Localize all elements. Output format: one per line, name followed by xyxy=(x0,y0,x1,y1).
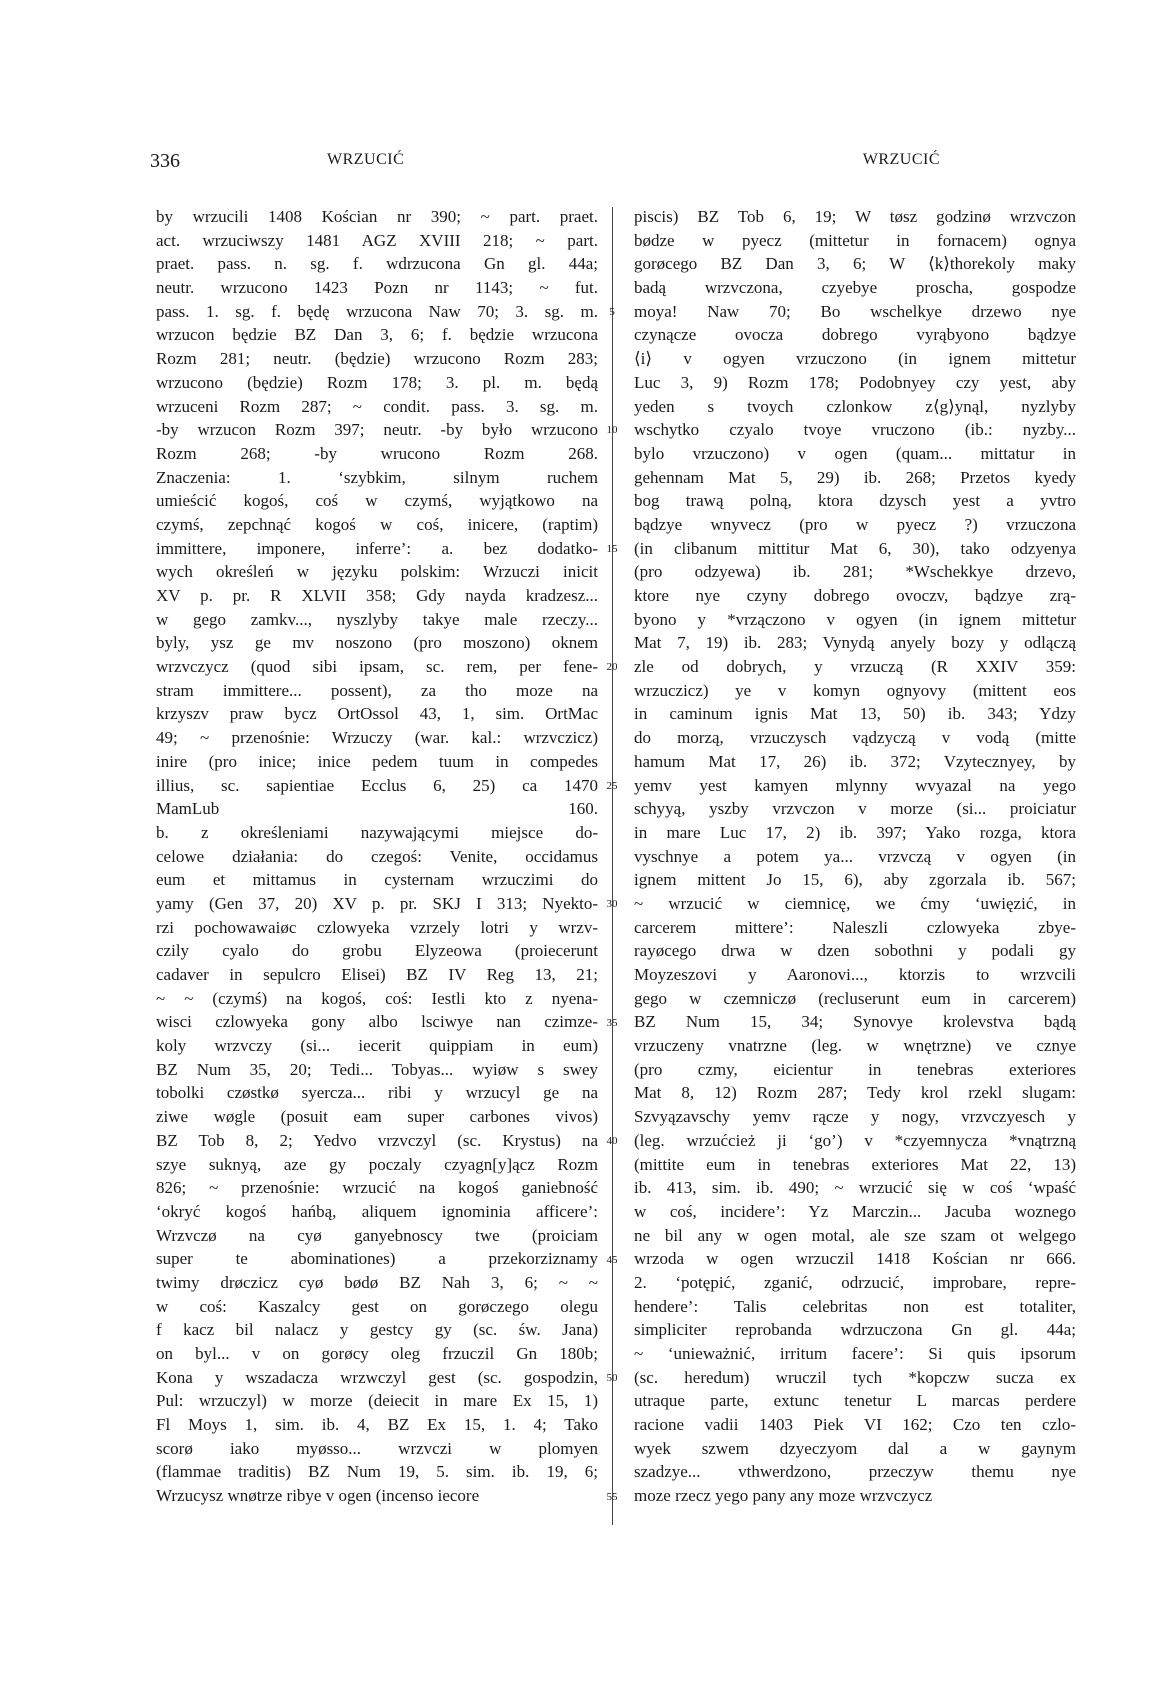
text-line: vyschnye a potem ya... vrzvczą v ogyen (in xyxy=(634,846,1076,866)
text-line: ktore nye czyny dobrego ovoczv, bądzye zrą- xyxy=(634,586,1076,605)
text-line: wrzucon będzie BZ Dan 3, 6; f. będzie wrzucona xyxy=(156,325,598,345)
text-line: rzi pochowawaiøc czlowyeka vzrzely lotri y wrzv- xyxy=(156,917,598,937)
line-number: 55 xyxy=(606,1490,618,1503)
text-line: MamLub 160. xyxy=(156,799,598,819)
text-line: stram immittere... possent), za tho moze na xyxy=(156,680,598,700)
text-line: byly, ysz ge mv noszono (pro moszono) oknem xyxy=(156,633,598,653)
text-line: yeden s tvoych czlonkow z⟨g⟩ynąl, nyzlyby xyxy=(634,396,1076,416)
line-number: 5 xyxy=(609,305,615,318)
text-line: (in clibanum mittitur Mat 6, 30), tako odzyenya xyxy=(634,538,1076,558)
line-number: 30 xyxy=(606,898,618,911)
text-line: moya! Naw 70; Bo wschelkye drzewo nye xyxy=(634,301,1076,321)
text-line: Fl Moys 1, sim. ib. 4, BZ Ex 15, 1. 4; Tako xyxy=(156,1415,598,1435)
text-line: szye suknyą, aze gy poczaly czyagn[y]ącz Rozm xyxy=(156,1154,598,1174)
text-line: ~ ‘unieważnić, irritum facere’: Si quis ipsorum xyxy=(634,1344,1076,1363)
text-line: XV p. pr. R XLVII 358; Gdy nayda kradzesz... xyxy=(156,586,598,605)
text-line: inire (pro inice; inice pedem tuum in compedes xyxy=(156,751,598,771)
text-line: vrzuczeny vnatrzne (leg. w wnętrzne) ve cznye xyxy=(634,1036,1076,1056)
text-line: BZ Num 35, 20; Tedi... Tobyas... wyiøw s swey xyxy=(156,1059,598,1079)
text-line: cadaver in sepulcro Elisei) BZ IV Reg 13, 21; xyxy=(156,965,598,984)
text-line: racione vadii 1403 Piek VI 162; Czo ten czlo- xyxy=(634,1415,1076,1435)
text-line: celowe działania: do czegoś: Venite, occidamus xyxy=(156,846,598,866)
page-number: 336 xyxy=(150,150,180,172)
text-line: super te abominationes) a przekorziznamy xyxy=(156,1249,598,1269)
text-line: Wrzucysz wnøtrze ribye v ogen (incenso iecore xyxy=(156,1486,480,1506)
text-line: piscis) BZ Tob 6, 19; W tøsz godzinø wrzvczon xyxy=(634,207,1076,226)
text-line: simpliciter reprobanda wdrzuczona Gn gl. 44a; xyxy=(634,1320,1076,1340)
text-line: on byl... v on gorøcy oleg frzuczil Gn 180b; xyxy=(156,1344,598,1363)
text-line: ziwe wøgle (posuit eam super carbones vivos) xyxy=(156,1107,598,1127)
text-line: utraque parte, extunc tenetur L marcas perdere xyxy=(634,1391,1076,1411)
text-line: illius, sc. sapientiae Ecclus 6, 25) ca 1470 xyxy=(156,775,598,795)
text-line: do morzą, vrzuczysch vądzyczą v vodą (mitte xyxy=(634,728,1076,748)
text-line: b. z określeniami nazywającymi miejsce do- xyxy=(156,822,598,842)
right-column xyxy=(634,205,1076,1508)
text-line: neutr. wrzucono 1423 Pozn nr 1143; ~ fut. xyxy=(156,278,598,298)
column-divider xyxy=(612,207,613,1525)
text-line: Rozm 268; -by wrucono Rozm 268. xyxy=(156,443,598,463)
text-line: koly wrzvczy (si... iecerit quippiam in eum) xyxy=(156,1036,598,1056)
text-line: czymś, zepchnąć kogoś w coś, inicere, (raptim) xyxy=(156,514,598,534)
text-line: BZ Tob 8, 2; Yedvo vrzvczyl (sc. Krystus) na xyxy=(156,1130,598,1150)
text-line: badą wrzvczona, czyebye proscha, gospodze xyxy=(634,278,1076,298)
text-line: immittere, imponere, inferre’: a. bez dodatko- xyxy=(156,538,598,558)
text-line: Znaczenia: 1. ‘szybkim, silnym ruchem xyxy=(156,467,598,487)
text-line: wrzucono (będzie) Rozm 178; 3. pl. m. będą xyxy=(156,372,598,392)
text-line: ⟨i⟩ v ogyen vrzuczono (in ignem mittetur xyxy=(634,349,1076,369)
line-number: 50 xyxy=(606,1372,618,1385)
text-line: in mare Luc 17, 2) ib. 397; Yako rozga, ktora xyxy=(634,822,1076,842)
text-line: 826; ~ przenośnie: wrzucić na kogoś ganiebność xyxy=(156,1178,598,1198)
text-line: BZ Num 15, 34; Synovye krolevstva bądą xyxy=(634,1012,1076,1032)
text-line: czynącze ovocza dobrego vyrąbyono bądzye xyxy=(634,325,1076,345)
text-line: (leg. wrzućcież ji ‘go’) v *czyemnycza *vnątrzną xyxy=(634,1130,1076,1150)
text-line: w coś, incidere’: Yz Marczin... Jacuba woznego xyxy=(634,1201,1076,1221)
text-line: gorøcego BZ Dan 3, 6; W ⟨k⟩thorekoly maky xyxy=(634,254,1076,274)
text-line: -by wrzucon Rozm 397; neutr. -by było wrzucono xyxy=(156,420,598,440)
text-line: gehennam Mat 5, 29) ib. 268; Przetos kyedy xyxy=(634,467,1076,487)
text-line: bądzye wnyvecz (pro w pyecz ?) vrzuczona xyxy=(634,514,1076,534)
text-line: wrzoda w ogen wrzuczil 1418 Kościan nr 666. xyxy=(634,1249,1076,1269)
text-line: pass. 1. sg. f. będę wrzucona Naw 70; 3. sg. m. xyxy=(156,301,598,321)
text-line: (pro odzyewa) ib. 281; *Wschekkye drzevo, xyxy=(634,562,1076,582)
text-line: Pul: wrzuczyl) w morze (deiecit in mare Ex 15, 1) xyxy=(156,1391,598,1411)
text-line: wyek szwem dzyeczyom dal a w gaynym xyxy=(634,1438,1076,1458)
running-headword-right: WRZUCIĆ xyxy=(862,151,940,168)
text-line: moze rzecz yego pany any moze wrzvczycz xyxy=(634,1486,933,1506)
left-column xyxy=(156,205,598,1508)
text-line: wrzuceni Rozm 287; ~ condit. pass. 3. sg. m. xyxy=(156,396,598,416)
line-number: 20 xyxy=(606,661,618,674)
text-line: ~ wrzucić w ciemnicę, we ćmy ‘uwięzić, in xyxy=(634,893,1076,913)
text-line: 49; ~ przenośnie: Wrzuczy (war. kal.: wrzvczicz) xyxy=(156,728,598,748)
text-line: w gego zamkv..., nyszlyby takye male rzeczy... xyxy=(156,609,598,629)
text-line: yemv yest kamyen mlynny wvyazal na yego xyxy=(634,775,1076,795)
text-line: byono y *vrzączono v ogyen (in ignem mittetur xyxy=(634,609,1076,629)
text-line: Mat 7, 19) ib. 283; Vynydą anyely bozy y odlączą xyxy=(634,633,1076,653)
text-line: ‘okryć kogoś hańbą, aliquem ignominia afficere’: xyxy=(156,1201,598,1221)
text-line: krzyszv praw bycz OrtOssol 43, 1, sim. OrtMac xyxy=(156,704,598,724)
text-line: act. wrzuciwszy 1481 AGZ XVIII 218; ~ part. xyxy=(156,230,598,250)
text-line: by wrzucili 1408 Kościan nr 390; ~ part. praet. xyxy=(156,207,598,226)
text-line: tobolki czøstkø syercza... ribi y wrzucyl ge na xyxy=(156,1083,598,1103)
text-line: ib. 413, sim. ib. 490; ~ wrzucić się w coś ‘wpaść xyxy=(634,1178,1076,1198)
text-line: wschytko czyalo tvoye vruczono (ib.: nyzby... xyxy=(634,420,1076,440)
text-line: bylo vrzuczono) v ogen (quam... mittatur in xyxy=(634,443,1076,463)
text-line: (flammae traditis) BZ Num 19, 5. sim. ib. 19, 6; xyxy=(156,1462,598,1482)
text-line: in caminum ignis Mat 13, 50) ib. 343; Ydzy xyxy=(634,704,1076,724)
text-line: hendere’: Talis celebritas non est totaliter, xyxy=(634,1296,1076,1316)
line-number: 35 xyxy=(606,1016,618,1029)
line-number: 40 xyxy=(606,1135,618,1148)
text-line: 2. ‘potępić, zganić, odrzucić, improbare, repre- xyxy=(634,1272,1076,1292)
text-line: f kacz bil nalacz y gestcy gy (sc. św. Jana) xyxy=(156,1320,598,1340)
text-line: eum et mittamus in cysternam wrzuczimi do xyxy=(156,870,598,890)
text-line: (mittite eum in tenebras exteriores Mat 22, 13) xyxy=(634,1154,1076,1174)
text-line: wisci czlowyeka gony albo lsciwye nan czimze- xyxy=(156,1012,598,1032)
text-line: Wrzvczø na cyø ganyebnoscy twe (proiciam xyxy=(156,1225,598,1245)
running-headword-left: WRZUCIĆ xyxy=(327,151,405,168)
line-number: 10 xyxy=(606,424,618,437)
text-line: Rozm 281; neutr. (będzie) wrzucono Rozm 283; xyxy=(156,349,598,369)
text-line: ne bil any w ogen motal, ale sze szam ot welgego xyxy=(634,1225,1076,1245)
text-line: ~ ~ (czymś) na kogoś, coś: Iestli kto z nyena- xyxy=(156,988,598,1008)
text-line: wrzuczicz) ye v komyn ognyovy (mittent eos xyxy=(634,680,1076,700)
text-line: (pro czmy, eicientur in tenebras exteriores xyxy=(634,1059,1076,1079)
text-line: gego w czemniczø (recluserunt eum in carcerem) xyxy=(634,988,1076,1008)
text-line: praet. pass. n. sg. f. wdrzucona Gn gl. 44a; xyxy=(156,254,598,274)
text-line: wrzvczycz (quod sibi ipsam, sc. rem, per fene- xyxy=(156,657,598,677)
text-line: zle od dobrych, y vrzuczą (R XXIV 359: xyxy=(634,657,1076,677)
text-line: ignem mittent Jo 15, 6), aby zgorzala ib. 567; xyxy=(634,870,1076,890)
text-line: (sc. heredum) wruczil tych *kopczw sucza ex xyxy=(634,1367,1076,1387)
text-line: szadzye... vthwerdzono, przeczyw themu nye xyxy=(634,1462,1076,1482)
text-line: bødze w pyecz (mittetur in fornacem) ognya xyxy=(634,230,1076,250)
text-line: Mat 8, 12) Rozm 287; Tedy krol rzekl slugam: xyxy=(634,1083,1076,1103)
text-line: wych określeń w języku polskim: Wrzuczi inicit xyxy=(156,562,598,582)
text-line: czily cyalo do grobu Elyzeowa (proiecerunt xyxy=(156,941,598,961)
text-line: carcerem mittere’: Naleszli czlowyeka zbye- xyxy=(634,917,1076,937)
text-line: hamum Mat 17, 26) ib. 372; Vzytecznyey, by xyxy=(634,751,1076,771)
text-line: Kona y wszadacza wrzwczyl gest (sc. gospodzin, xyxy=(156,1367,598,1387)
text-line: Szvyązavschy yemv rącze y nogy, vrzvczyesch y xyxy=(634,1107,1076,1127)
text-line: rayøcego drwa w dzen sobothni y podali gy xyxy=(634,941,1076,961)
line-number: 15 xyxy=(606,542,618,555)
text-line: Luc 3, 9) Rozm 178; Podobnyey czy yest, aby xyxy=(634,372,1076,392)
page-header xyxy=(150,150,940,176)
text-line: w coś: Kaszalcy gest on gorøczego olegu xyxy=(156,1296,598,1316)
line-number: 25 xyxy=(606,779,618,792)
text-line: umieścić kogoś, coś w czymś, wyjątkowo na xyxy=(156,491,598,511)
line-number: 45 xyxy=(606,1253,618,1266)
text-line: yamy (Gen 37, 20) XV p. pr. SKJ I 313; Nyekto- xyxy=(156,893,598,913)
text-line: Moyzeszovi y Aaronovi..., ktorzis to wrzvcili xyxy=(634,965,1076,984)
text-line: schyyą, yszby vrzvczon v morze (si... proiciatur xyxy=(634,799,1076,819)
text-line: bog trawą polną, ktora dzysch yest a yvtro xyxy=(634,491,1076,511)
text-line: twimy drøczicz cyø bødø BZ Nah 3, 6; ~ ~ xyxy=(156,1272,598,1292)
text-line: scorø iako myøsso... wrzvczi w plomyen xyxy=(156,1438,598,1458)
